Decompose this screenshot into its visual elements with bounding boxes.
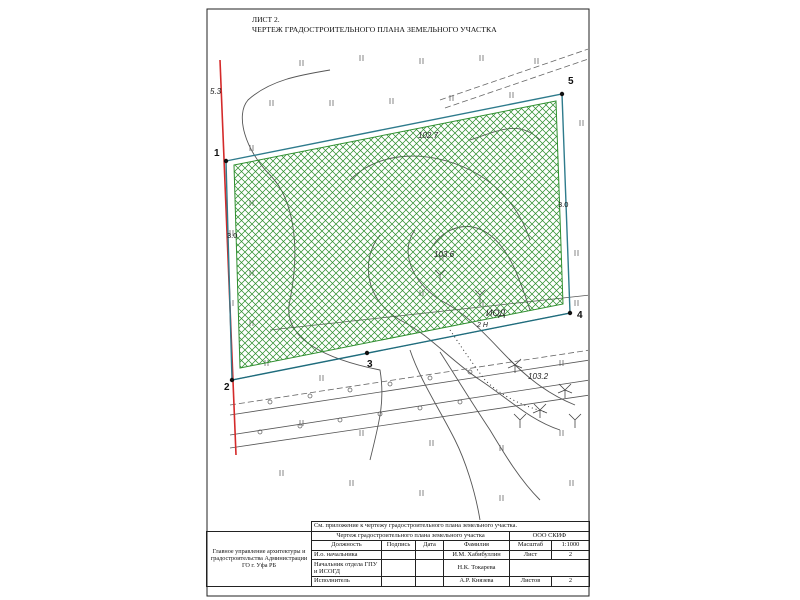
mark-label-5-3: 5.3	[210, 87, 222, 96]
point-label-4: 4	[577, 310, 583, 321]
dotted-boundary	[450, 330, 545, 412]
header-date: Дата	[416, 541, 444, 551]
sheet-count-value: 2	[552, 577, 590, 587]
sheet-label: ЛИСТ 2.	[252, 15, 280, 24]
row-position: Начальник отдела ГПУ и ИСОГД	[312, 560, 382, 577]
document-title: Чертеж градостроительного плана земельного участка	[312, 531, 510, 541]
point-label-1: 1	[214, 148, 220, 159]
mark-label-iod: ИОД	[486, 308, 506, 318]
header-surname: Фамилия	[444, 541, 510, 551]
row-position: Исполнитель	[312, 577, 382, 587]
utility-markers	[258, 370, 472, 434]
point-label-5: 5	[568, 76, 574, 87]
row-position: И.о. начальника	[312, 550, 382, 560]
point-label-2: 2	[224, 382, 230, 393]
header-scale-value: 1:1000	[552, 541, 590, 551]
mark-label-2n: 2 Н	[477, 322, 488, 329]
organization-name: Главное управление архитектуры и градостроительства Администрации ГО г. Уфа РБ	[207, 531, 312, 586]
header-position: Должность	[312, 541, 382, 551]
elevation-label-2: 103.6	[434, 250, 455, 259]
company-name: ООО СКИФ	[510, 531, 590, 541]
sheet-number-value: 2	[552, 550, 590, 560]
sheet-count-label: Листов	[510, 577, 552, 587]
sheet-title: ЧЕРТЕЖ ГРАДОСТРОИТЕЛЬНОГО ПЛАНА ЗЕМЕЛЬНОГО УЧАСТКА	[252, 25, 497, 34]
elevation-label-3: 103.2	[528, 372, 549, 381]
parcel-hatch	[234, 101, 563, 368]
header-signature: Подпись	[382, 541, 416, 551]
row-surname: И.М. Хабибуллин	[444, 550, 510, 560]
setback-label-right: 3.0	[558, 200, 569, 209]
row-surname: А.Р. Князева	[444, 577, 510, 587]
sheet-number-label: Лист	[510, 550, 552, 560]
row-surname: Н.К. Токарева	[444, 560, 510, 577]
title-block-table	[206, 521, 590, 587]
stamp-note: См. приложение к чертежу градостроительного плана земельного участка.	[312, 522, 590, 532]
elevation-label-1: 102.7	[418, 131, 439, 140]
point-label-3: 3	[367, 359, 373, 370]
title-block	[206, 521, 589, 596]
setback-label-left: 3.0	[227, 231, 238, 240]
header-scale-label: Масштаб	[510, 541, 552, 551]
